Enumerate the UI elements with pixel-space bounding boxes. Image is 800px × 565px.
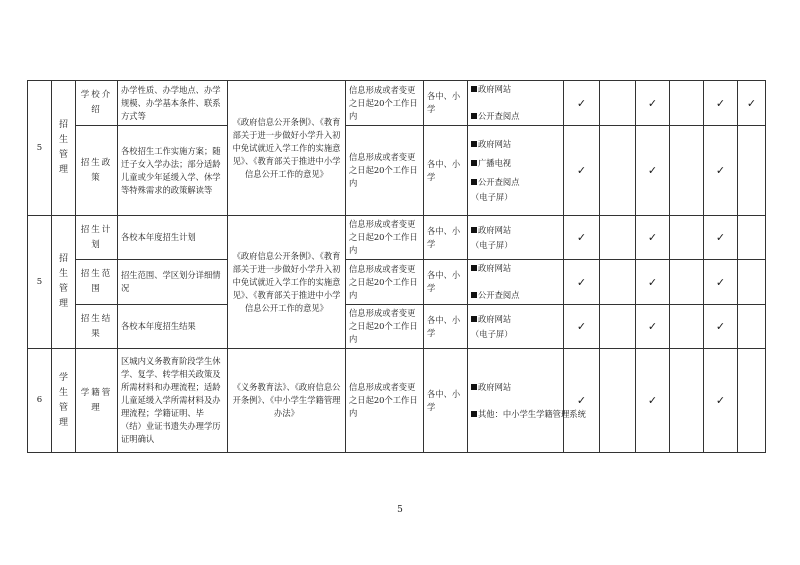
subject-cell: 各中、小学 <box>424 349 468 453</box>
check-cell <box>564 349 600 453</box>
check-cell <box>704 349 738 453</box>
check-cell <box>670 305 704 349</box>
check-mark-icon: ✓ <box>715 96 726 110</box>
check-cell <box>738 305 766 349</box>
publish-channel-item <box>471 138 560 151</box>
publish-channel-label: 公开查阅点 <box>478 176 520 187</box>
time-limit-cell: 信息形成或者变更之日起20个工作日内 <box>346 81 424 126</box>
publish-channel-cell <box>468 349 586 453</box>
publish-channel-label: 广播电视 <box>478 157 512 168</box>
check-mark-icon: ✓ <box>576 96 587 110</box>
content-cell: 招生范围、学区划分详细情况 <box>118 260 228 305</box>
bullet-square-icon <box>471 160 477 166</box>
check-cell <box>600 81 636 126</box>
check-cell <box>670 216 704 260</box>
content-cell: 区城内义务教育阶段学生休学、复学、转学相关政策及所需材料和办理流程；适龄儿童延缓入学所需材料及办理流程；学籍证明、毕（结）业证书遗失办理学历证明确认 <box>118 349 228 453</box>
publish-channel-cell <box>468 126 564 216</box>
sub-item-cell: 招生范围 <box>76 260 118 305</box>
sub-item-cell: 学籍管理 <box>76 349 118 453</box>
publish-channel-item <box>471 110 560 123</box>
check-cell <box>738 126 766 216</box>
publish-channel-label: 政府网站 <box>478 381 512 392</box>
bullet-square-icon <box>471 292 477 298</box>
publish-channel-label: 政府网站 <box>478 138 512 149</box>
subject-cell: 各中、小学 <box>424 260 468 305</box>
check-cell <box>670 260 704 305</box>
publish-channel-item <box>471 83 560 96</box>
check-cell <box>564 216 600 260</box>
check-cell <box>564 305 600 349</box>
category-cell <box>52 216 76 349</box>
bullet-square-icon <box>471 141 477 147</box>
publish-channel-item <box>471 176 560 189</box>
check-mark-icon: ✓ <box>576 320 587 333</box>
check-mark-icon: ✓ <box>647 164 658 177</box>
check-cell <box>704 260 738 305</box>
group-number-cell: 5 <box>28 216 52 349</box>
category-label: 招生管理 <box>58 254 68 309</box>
check-cell <box>600 305 636 349</box>
check-cell <box>704 81 738 126</box>
bullet-square-icon <box>471 86 477 92</box>
bullet-square-icon <box>471 227 477 233</box>
check-mark-icon: ✓ <box>647 394 658 407</box>
disclosure-table <box>27 80 766 453</box>
check-cell <box>636 349 670 453</box>
check-cell <box>636 305 670 349</box>
table-row <box>28 216 766 260</box>
publish-channel-label: 政府网站 <box>478 84 512 94</box>
check-cell <box>670 349 704 453</box>
time-limit-cell: 信息形成或者变更之日起20个工作日内 <box>346 126 424 216</box>
check-cell <box>704 216 738 260</box>
content-cell: 各校本年度招生结果 <box>118 305 228 349</box>
publish-channel-label: 公开查阅点 <box>478 290 520 300</box>
publish-channel-label: 政府网站 <box>478 224 512 235</box>
bullet-square-icon <box>471 179 477 185</box>
check-cell <box>564 260 600 305</box>
table-row <box>28 126 766 216</box>
table-row <box>28 349 766 453</box>
subject-cell: 各中、小学 <box>424 126 468 216</box>
sub-item-cell: 招生政策 <box>76 126 118 216</box>
check-cell <box>670 126 704 216</box>
publish-channel-item <box>471 313 560 326</box>
check-mark-icon: ✓ <box>715 394 726 407</box>
check-cell <box>636 126 670 216</box>
sub-item-cell: 学校介绍 <box>76 81 118 126</box>
basis-cell: 《政府信息公开条例》、《教育部关于进一步做好小学升入初中免试就近入学工作的实施意见》、《教育部关于推进中小学信息公开工作的意见》 <box>228 81 346 216</box>
publish-channel-label: （电子屏） <box>471 191 513 202</box>
group-number-cell: 6 <box>28 349 52 453</box>
publish-channel-cell <box>468 260 564 305</box>
check-mark-icon: ✓ <box>576 394 587 407</box>
check-cell <box>636 216 670 260</box>
bullet-square-icon <box>471 384 477 390</box>
bullet-square-icon <box>471 411 477 417</box>
publish-channel-item <box>471 408 586 421</box>
check-mark-icon: ✓ <box>647 275 658 289</box>
publish-channel-item <box>471 239 560 252</box>
check-cell <box>738 260 766 305</box>
publish-channel-item <box>471 262 560 275</box>
time-limit-cell: 信息形成或者变更之日起20个工作日内 <box>346 305 424 349</box>
category-cell <box>52 81 76 216</box>
publish-channel-label: 政府网站 <box>478 313 512 324</box>
publish-channel-item <box>471 224 560 237</box>
sub-item-cell: 招生计划 <box>76 216 118 260</box>
publish-channel-cell <box>468 81 564 126</box>
subject-cell: 各中、小学 <box>424 81 468 126</box>
group-number-cell: 5 <box>28 81 52 216</box>
content-cell: 办学性质、办学地点、办学规模、办学基本条件、联系方式等 <box>118 81 228 126</box>
publish-channel-label: 政府网站 <box>478 263 512 273</box>
bullet-square-icon <box>471 113 477 119</box>
check-cell <box>670 81 704 126</box>
check-cell <box>564 126 600 216</box>
check-cell <box>600 260 636 305</box>
publish-channel-label: 其他：中小学生学籍管理系统 <box>478 408 586 419</box>
check-mark-icon: ✓ <box>576 231 587 244</box>
publish-channel-label: （电子屏） <box>471 239 513 250</box>
subject-cell: 各中、小学 <box>424 216 468 260</box>
time-limit-cell: 信息形成或者变更之日起20个工作日内 <box>346 349 424 453</box>
publish-channel-label: （电子屏） <box>471 328 513 339</box>
check-cell <box>636 260 670 305</box>
time-limit-cell: 信息形成或者变更之日起20个工作日内 <box>346 216 424 260</box>
publish-channel-item <box>471 157 560 170</box>
check-mark-icon: ✓ <box>746 96 757 110</box>
content-cell: 各校本年度招生计划 <box>118 216 228 260</box>
sub-item-cell: 招生结果 <box>76 305 118 349</box>
category-label: 招生管理 <box>58 120 68 175</box>
table-row <box>28 260 766 305</box>
publish-channel-cell <box>468 305 564 349</box>
publish-channel-cell <box>468 216 564 260</box>
check-mark-icon: ✓ <box>647 96 658 110</box>
check-cell <box>600 126 636 216</box>
check-cell <box>704 305 738 349</box>
check-cell <box>564 81 600 126</box>
publish-channel-item <box>471 328 560 341</box>
check-cell <box>738 81 766 126</box>
check-mark-icon: ✓ <box>647 231 658 244</box>
basis-cell: 《义务教育法》、《政府信息公开条例》、《中小学生学籍管理办法》 <box>228 349 346 453</box>
bullet-square-icon <box>471 265 477 271</box>
check-cell <box>704 126 738 216</box>
publish-channel-item <box>471 381 560 394</box>
content-cell: 各校招生工作实施方案；随迁子女入学办法；部分适龄儿童或少年延缓入学、休学等特殊需求的政策解读等 <box>118 126 228 216</box>
check-mark-icon: ✓ <box>576 275 587 289</box>
check-mark-icon: ✓ <box>647 320 658 333</box>
check-mark-icon: ✓ <box>576 164 587 177</box>
page-number: 5 <box>397 505 403 515</box>
check-mark-icon: ✓ <box>715 231 726 244</box>
check-mark-icon: ✓ <box>715 275 726 289</box>
publish-channel-item <box>471 191 560 204</box>
check-cell <box>738 349 766 453</box>
subject-cell: 各中、小学 <box>424 305 468 349</box>
bullet-square-icon <box>471 316 477 322</box>
table-row <box>28 81 766 126</box>
check-cell <box>600 349 636 453</box>
check-cell <box>600 216 636 260</box>
check-mark-icon: ✓ <box>715 164 726 177</box>
publish-channel-item <box>471 289 560 302</box>
publish-channel-label: 公开查阅点 <box>478 111 520 121</box>
check-cell <box>636 81 670 126</box>
time-limit-cell: 信息形成或者变更之日起20个工作日内 <box>346 260 424 305</box>
category-label: 学生管理 <box>58 372 68 428</box>
basis-cell: 《政府信息公开条例》、《教育部关于进一步做好小学升入初中免试就近入学工作的实施意见》、《教育部关于推进中小学信息公开工作的意见》 <box>228 216 346 349</box>
category-cell <box>52 349 76 453</box>
check-cell <box>738 216 766 260</box>
check-mark-icon: ✓ <box>715 320 726 333</box>
table-row <box>28 305 766 349</box>
